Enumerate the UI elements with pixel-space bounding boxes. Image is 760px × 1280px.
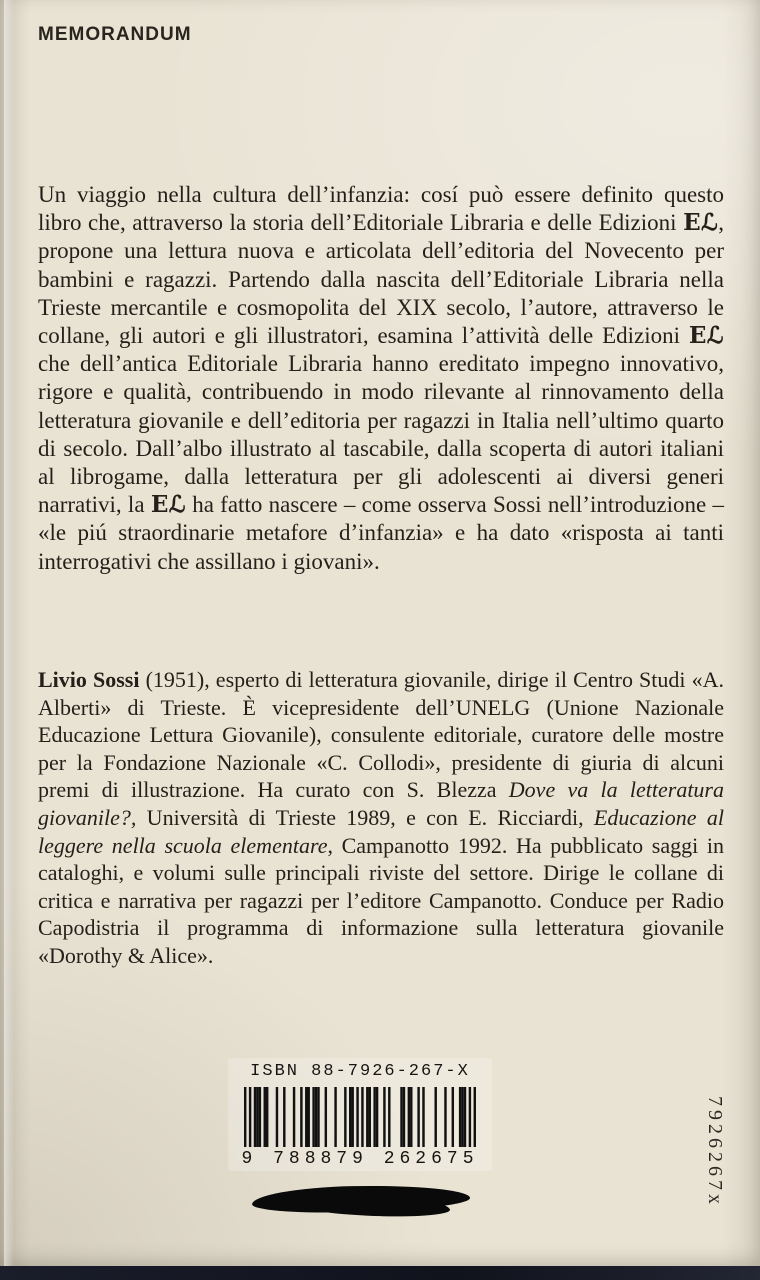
bio-text: (1951), esperto di letteratura giovanile, dirige il Centro Studi «A. Alberti» di Trieste. È vicepresidente dell’UNELG (Unione Nazionale Educazione Lettura Giovanile), consulente editoriale, curatore delle mostre per la Fondazione Nazionale «C. Collodi», presidente di giuria di alcuni premi di illustrazione. Ha curato con S. Blezza	[38, 667, 724, 803]
isbn-block	[228, 1058, 492, 1171]
photo-background-edge	[0, 1266, 760, 1280]
barcode-digits: 9 788879 262675	[241, 1149, 479, 1169]
blurb-text: , propone una lettura nuova e articolata dell’editoria del Novecento per bambini e ragazzi. Partendo dalla nascita dell’Editoriale Libraria nella Trieste mercantile e cosmopolita del XIX secolo, l’autore, attraverso le collane, gli autori e gli illustratori, esamina l’attività delle Edizioni	[38, 210, 724, 349]
book-title-italic: Dove va la letteratura giovanile?,	[38, 777, 724, 830]
blurb-text: Un viaggio nella cultura dell’infanzia: cosí può essere definito questo libro che, attraverso la storia dell’Editoriale Libraria e delle Edizioni	[38, 182, 724, 236]
publisher-logo-el: Eℒ	[688, 322, 724, 350]
publisher-logo-el: Eℒ	[150, 491, 186, 519]
blurb-text: ha fatto nascere – come osserva Sossi nell’introduzione – «le piú straordinarie metafore d’infanzia» e ha dato «risposta ai tanti interrogativi che assillano i giovani».	[38, 492, 724, 574]
book-title-italic: Educazione al leggere nella scuola elementare	[38, 804, 724, 858]
bio-text: , Campanotto 1992. Ha pubblicato saggi in cataloghi, e volumi sulle principali riviste del settore. Dirige le collane di critica e narrativa per ragazzi per l’editore Campanotto. Conduce per Radio Capodistria il programma di informazione sulla letteratura giovanile «Dorothy & Alice».	[38, 832, 725, 968]
blurb-text: che dell’antica Editoriale Libraria hanno ereditato impegno innovativo, rigore e qualità, contribuendo in modo rilevante al rinnovamento della letteratura giovanile e dell’editoria per ragazzi in Italia nell’ultimo quarto di secolo. Dall’albo illustrato al tascabile, dalla scoperta di autori italiani al librogame, dalla letteratura per gli adolescenti ai diversi generi narrativi, la	[38, 351, 724, 518]
side-catalog-code: 7926267x	[704, 1096, 726, 1208]
bio-text: Università di Trieste 1989, e con E. Ricciardi,	[136, 804, 594, 830]
series-label: MEMORANDUM	[38, 24, 192, 45]
page-edge-highlight	[4, 0, 14, 1268]
ean13-barcode	[244, 1087, 476, 1147]
author-name: Livio Sossi	[38, 667, 140, 692]
publisher-logo-el: Eℒ	[683, 209, 719, 237]
author-bio-paragraph	[38, 666, 724, 970]
blurb-paragraph	[38, 181, 724, 576]
isbn-label: ISBN 88-7926-267-X	[250, 1062, 470, 1081]
